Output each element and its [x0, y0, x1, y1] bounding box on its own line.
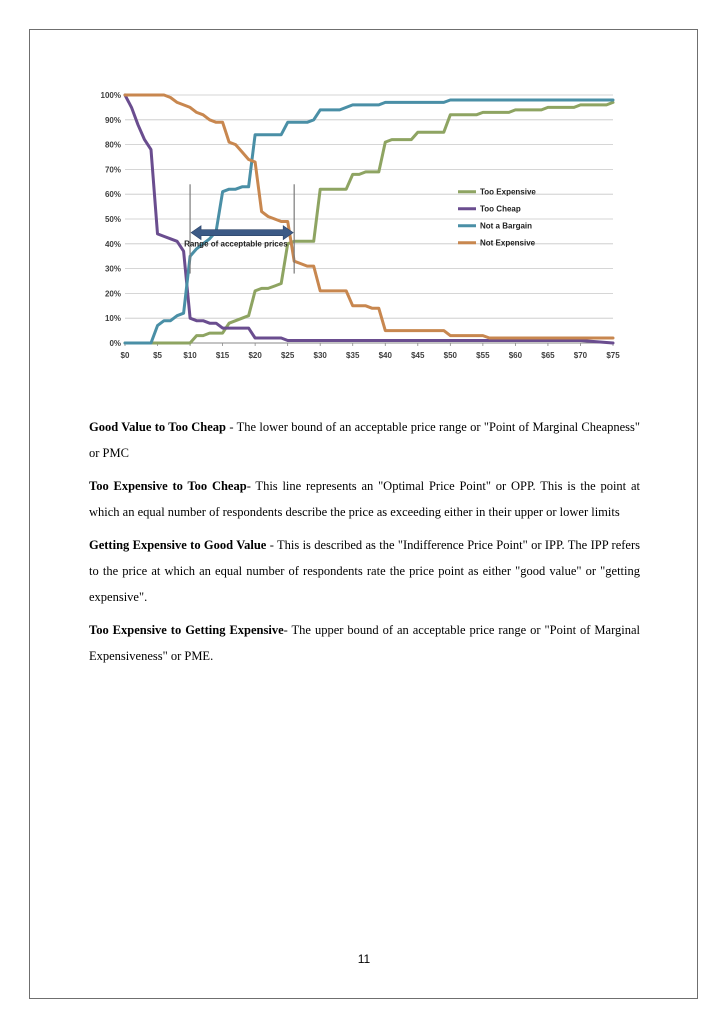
y-tick-label: 80% [104, 140, 121, 150]
x-tick-label: $75 [606, 351, 620, 360]
x-tick-label: $35 [346, 351, 360, 360]
x-tick-label: $40 [378, 351, 392, 360]
paragraph-text: - This is described as the "Indifference Price Point" or IPP. The IPP refers to the price at which an equal number of respondents rate the price point as either "good value" or "getting expensive". [89, 538, 640, 604]
x-tick-label: $5 [153, 351, 162, 360]
y-tick-label: 40% [104, 239, 121, 249]
y-tick-label: 70% [104, 165, 121, 175]
x-tick-label: $0 [120, 351, 130, 360]
x-tick-label: $65 [541, 351, 555, 360]
y-tick-label: 10% [104, 314, 121, 324]
x-tick-label: $30 [313, 351, 327, 360]
x-tick-label: $55 [476, 351, 490, 360]
body-text [89, 414, 640, 676]
page-number: 11 [357, 952, 371, 966]
annotation-layer [184, 184, 294, 273]
y-tick-label: 20% [104, 289, 121, 299]
paragraph-pme [89, 617, 640, 669]
price-sensitivity-chart [85, 82, 630, 372]
range-annotation-label: Range of acceptable prices [184, 239, 288, 249]
chart-canvas [85, 82, 630, 372]
paragraph-text: - This line represents an "Optimal Price Point" or OPP. This is the point at which an equal number of respondents describe the price as exceeding either in their upper or lower limits [89, 479, 640, 519]
paragraph-text: - The upper bound of an acceptable price range or "Point of Marginal Expensiveness" or PME. [89, 623, 640, 663]
paragraph-pmc [89, 414, 640, 466]
series-line-not-expensive [125, 95, 613, 338]
x-tick-label: $25 [280, 351, 295, 360]
y-tick-label: 60% [104, 190, 121, 200]
paragraph-opp [89, 473, 640, 525]
axis-layer [101, 91, 621, 360]
y-tick-label: 100% [100, 91, 121, 100]
paragraph-lead: Good Value to Too Cheap [89, 420, 227, 434]
x-tick-label: $50 [443, 351, 458, 360]
x-tick-label: $10 [183, 351, 197, 360]
legend-label: Not Expensive [480, 238, 536, 248]
paragraph-ipp [89, 532, 640, 610]
x-tick-label: $15 [215, 351, 230, 360]
x-tick-label: $20 [248, 351, 262, 360]
paragraph-lead: Too Expensive to Too Cheap [89, 479, 247, 493]
x-tick-label: $70 [573, 351, 588, 360]
legend-label: Too Cheap [480, 204, 521, 214]
y-tick-label: 30% [104, 264, 121, 274]
y-tick-label: 50% [104, 215, 121, 224]
paragraph-lead: Getting Expensive to Good Value [89, 538, 267, 552]
legend-layer [458, 188, 536, 248]
paragraph-text: - The lower bound of an acceptable price range or "Point of Marginal Cheapness" or PMC [89, 420, 640, 460]
y-tick-label: 90% [104, 115, 121, 125]
paragraph-lead: Too Expensive to Getting Expensive [89, 623, 284, 637]
legend-label: Too Expensive [480, 187, 536, 197]
x-tick-label: $60 [508, 351, 523, 360]
range-arrow [191, 226, 293, 240]
x-tick-label: $45 [411, 351, 425, 360]
legend-label: Not a Bargain [480, 221, 533, 231]
y-tick-label: 0% [109, 339, 121, 348]
